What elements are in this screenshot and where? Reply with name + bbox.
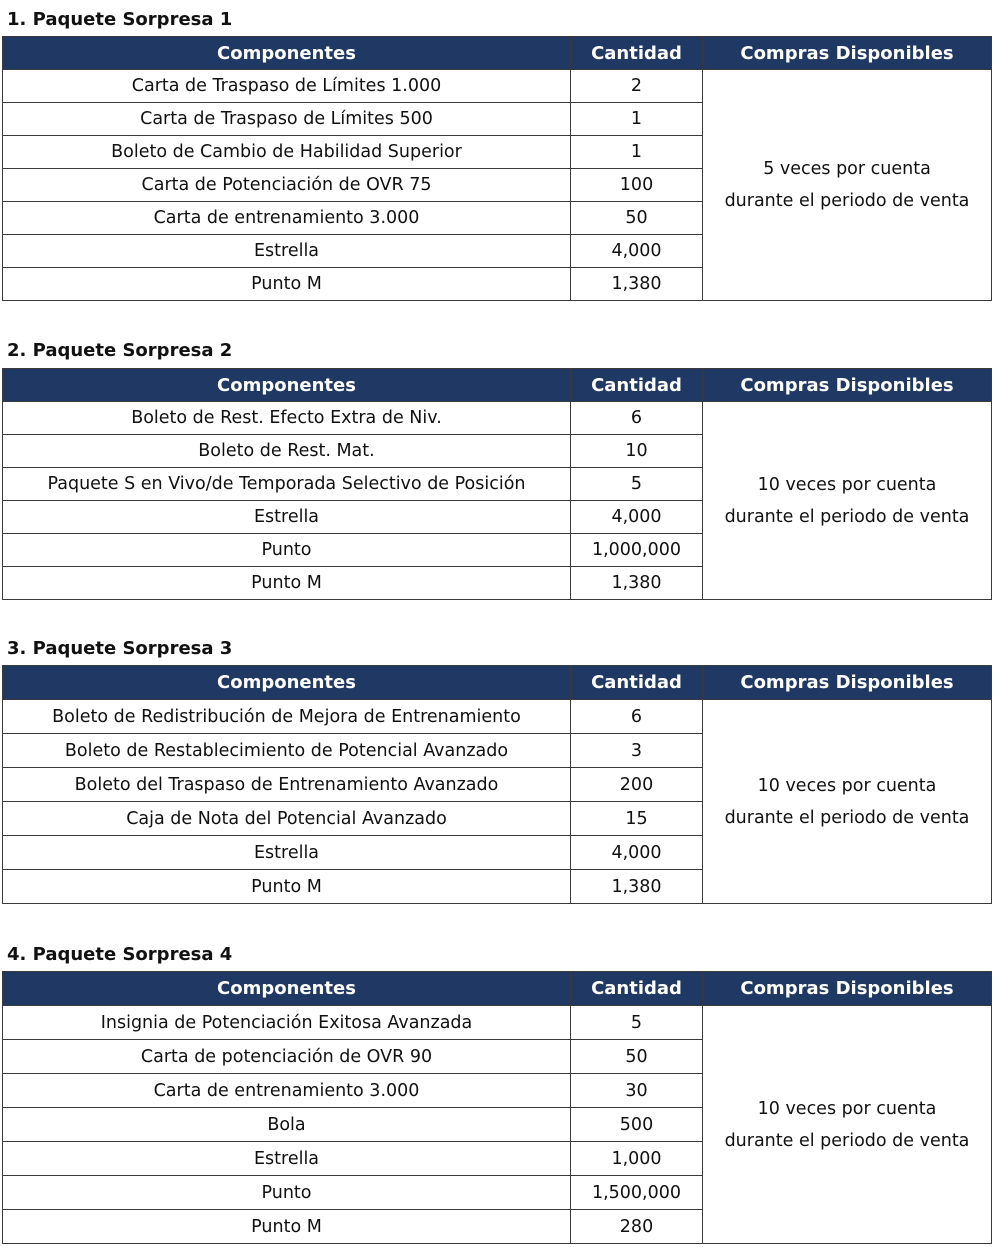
component-qty: 200	[571, 768, 703, 802]
component-name: Carta de potenciación de OVR 90	[3, 1040, 571, 1074]
component-name: Boleto de Rest. Mat.	[3, 435, 571, 468]
section-title: 1. Paquete Sorpresa 1	[7, 9, 233, 30]
component-name: Bola	[3, 1108, 571, 1142]
component-name: Punto	[3, 1176, 571, 1210]
component-name: Punto M	[3, 1210, 571, 1244]
header-components: Componentes	[3, 37, 571, 70]
component-qty: 2	[571, 70, 703, 103]
available-purchases	[703, 1006, 992, 1244]
available-purchases	[703, 70, 992, 301]
available-line-1: 5 veces por cuenta	[763, 159, 931, 179]
package-table	[2, 971, 992, 1244]
component-qty: 10	[571, 435, 703, 468]
table-header-row	[3, 369, 992, 402]
header-available: Compras Disponibles	[703, 37, 992, 70]
header-components: Componentes	[3, 972, 571, 1006]
component-name: Carta de Potenciación de OVR 75	[3, 169, 571, 202]
table-header-row	[3, 37, 992, 70]
component-name: Carta de Traspaso de Límites 500	[3, 103, 571, 136]
table-header-row	[3, 666, 992, 700]
table-row	[3, 1006, 992, 1040]
available-purchases	[703, 402, 992, 600]
component-qty: 6	[571, 700, 703, 734]
available-line-1: 10 veces por cuenta	[757, 775, 937, 796]
header-available: Compras Disponibles	[703, 972, 992, 1006]
available-line-2: durante el periodo de venta	[724, 191, 970, 211]
component-name: Insignia de Potenciación Exitosa Avanzada	[3, 1006, 571, 1040]
header-components: Componentes	[3, 666, 571, 700]
component-qty: 280	[571, 1210, 703, 1244]
component-qty: 30	[571, 1074, 703, 1108]
table-row	[3, 402, 992, 435]
component-qty: 1	[571, 136, 703, 169]
component-qty: 1	[571, 103, 703, 136]
component-name: Carta de entrenamiento 3.000	[3, 202, 571, 235]
component-qty: 1,000	[571, 1142, 703, 1176]
component-name: Estrella	[3, 235, 571, 268]
package-table	[2, 36, 992, 301]
component-name: Estrella	[3, 501, 571, 534]
component-qty: 4,000	[571, 836, 703, 870]
component-qty: 50	[571, 202, 703, 235]
component-qty: 1,500,000	[571, 1176, 703, 1210]
component-name: Boleto de Redistribución de Mejora de Entrenamiento	[3, 700, 571, 734]
component-qty: 50	[571, 1040, 703, 1074]
component-qty: 15	[571, 802, 703, 836]
component-qty: 1,380	[571, 870, 703, 904]
header-available: Compras Disponibles	[703, 369, 992, 402]
header-quantity: Cantidad	[571, 37, 703, 70]
component-qty: 6	[571, 402, 703, 435]
component-qty: 5	[571, 468, 703, 501]
section-title: 2. Paquete Sorpresa 2	[7, 340, 233, 361]
component-qty: 4,000	[571, 501, 703, 534]
component-name: Caja de Nota del Potencial Avanzado	[3, 802, 571, 836]
component-name: Estrella	[3, 1142, 571, 1176]
component-qty: 1,380	[571, 567, 703, 600]
component-name: Estrella	[3, 836, 571, 870]
component-qty: 1,000,000	[571, 534, 703, 567]
component-name: Carta de Traspaso de Límites 1.000	[3, 70, 571, 103]
header-quantity: Cantidad	[571, 666, 703, 700]
component-name: Boleto de Rest. Efecto Extra de Niv.	[3, 402, 571, 435]
component-qty: 4,000	[571, 235, 703, 268]
component-name: Punto M	[3, 268, 571, 301]
available-line-1: 10 veces por cuenta	[757, 1098, 937, 1119]
component-qty: 5	[571, 1006, 703, 1040]
available-purchases	[703, 700, 992, 904]
component-qty: 1,380	[571, 268, 703, 301]
component-qty: 100	[571, 169, 703, 202]
component-qty: 500	[571, 1108, 703, 1142]
section-title: 3. Paquete Sorpresa 3	[7, 638, 233, 659]
header-available: Compras Disponibles	[703, 666, 992, 700]
component-name: Punto M	[3, 567, 571, 600]
package-table	[2, 368, 992, 600]
section-title: 4. Paquete Sorpresa 4	[7, 944, 233, 965]
package-table	[2, 665, 992, 904]
component-name: Paquete S en Vivo/de Temporada Selectivo de Posición	[3, 468, 571, 501]
component-name: Boleto de Cambio de Habilidad Superior	[3, 136, 571, 169]
component-qty: 3	[571, 734, 703, 768]
component-name: Punto M	[3, 870, 571, 904]
available-line-2: durante el periodo de venta	[724, 1130, 970, 1151]
table-row	[3, 700, 992, 734]
table-header-row	[3, 972, 992, 1006]
header-components: Componentes	[3, 369, 571, 402]
header-quantity: Cantidad	[571, 369, 703, 402]
available-line-1: 10 veces por cuenta	[757, 474, 937, 495]
component-name: Boleto del Traspaso de Entrenamiento Avanzado	[3, 768, 571, 802]
table-row	[3, 70, 992, 103]
available-line-2: durante el periodo de venta	[724, 506, 970, 527]
component-name: Punto	[3, 534, 571, 567]
component-name: Boleto de Restablecimiento de Potencial Avanzado	[3, 734, 571, 768]
header-quantity: Cantidad	[571, 972, 703, 1006]
available-line-2: durante el periodo de venta	[724, 807, 970, 828]
component-name: Carta de entrenamiento 3.000	[3, 1074, 571, 1108]
